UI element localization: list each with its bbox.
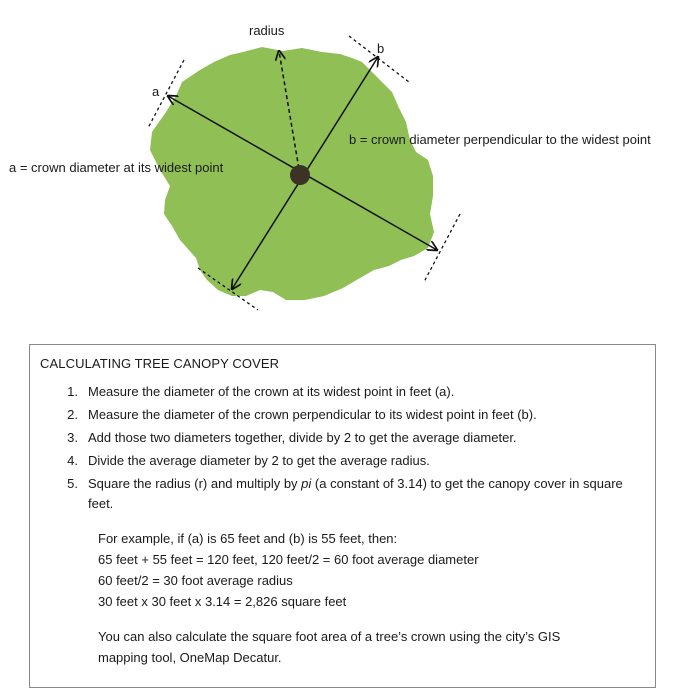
example-line: 65 feet + 55 feet = 120 feet, 120 feet/2 = 60 foot average diameter xyxy=(98,552,479,567)
step-number: 4. xyxy=(67,453,78,468)
step-item xyxy=(40,428,645,448)
example-line: 30 feet x 30 feet x 3.14 = 2,826 square feet xyxy=(98,594,347,609)
step-item xyxy=(40,382,645,402)
tree-trunk xyxy=(290,165,310,185)
step-number: 2. xyxy=(67,407,78,422)
label-b-definition: b = crown diameter perpendicular to the widest point xyxy=(349,132,651,147)
example-line: For example, if (a) is 65 feet and (b) is 55 feet, then: xyxy=(98,531,398,546)
step-number: 5. xyxy=(67,476,78,491)
label-a-definition: a = crown diameter at its widest point xyxy=(9,160,224,175)
step-text: Measure the diameter of the crown perpendicular to its widest point in feet (b). xyxy=(88,407,537,422)
step-text: Measure the diameter of the crown at its widest point in feet (a). xyxy=(88,384,455,399)
pi-italic: pi xyxy=(301,476,312,491)
label-b-short: b xyxy=(377,41,385,56)
tree-canopy-diagram xyxy=(0,0,678,340)
step-text xyxy=(88,474,645,514)
label-a-short: a xyxy=(152,84,160,99)
example-line: 60 feet/2 = 30 foot average radius xyxy=(98,573,293,588)
step-item xyxy=(40,474,645,514)
step-text-part: Square the radius (r) and multiply by xyxy=(88,476,302,491)
gis-note: You can also calculate the square foot area of a tree’s crown using the city’s GIS mapping tool, OneMap Decatur. xyxy=(98,629,561,665)
box-title: CALCULATING TREE CANOPY COVER xyxy=(40,356,280,371)
step-item xyxy=(40,451,645,471)
step-number: 1. xyxy=(67,384,78,399)
canopy-calculation-box xyxy=(29,344,656,688)
steps-list xyxy=(40,382,645,514)
label-radius: radius xyxy=(249,23,285,38)
step-item xyxy=(40,405,645,425)
step-text: Divide the average diameter by 2 to get the average radius. xyxy=(88,453,430,468)
step-text-part: (a constant of 3.14) to get the canopy cover in square feet. xyxy=(88,476,623,511)
step-number: 3. xyxy=(67,430,78,445)
step-text: Add those two diameters together, divide by 2 to get the average diameter. xyxy=(88,430,517,445)
example-block xyxy=(98,528,645,612)
